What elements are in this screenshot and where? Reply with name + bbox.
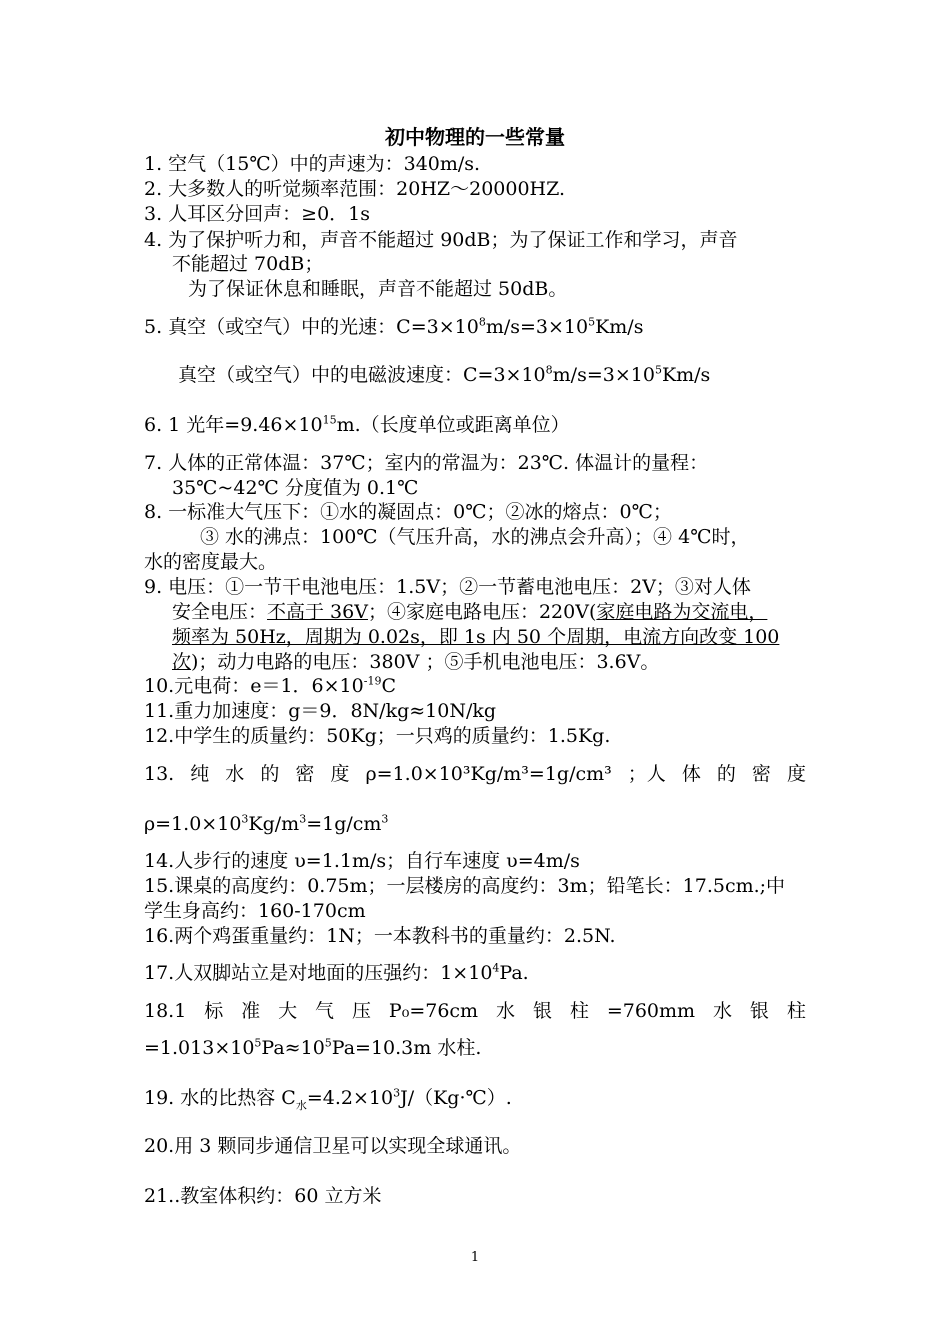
line-4c: 为了保证休息和睡眠，声音不能超过 50dB。	[188, 278, 568, 300]
line-14: 14.人步行的速度 υ=1.1m/s；自行车速度 υ=4m/s	[144, 850, 580, 872]
line-1: 1. 空气（15℃）中的声速为：340m/s.	[144, 153, 481, 175]
line-11: 11.重力加速度：g＝9．8N/kg≈10N/kg	[144, 700, 497, 722]
line-9b: 安全电压：不高于 36V；④家庭电路电压：220V(家庭电路为交流电，	[172, 601, 768, 623]
line-10: 10.元电荷：e＝1．$6\times 10^{-19}C$	[144, 674, 396, 697]
line-21: 21..教室体积约：60 立方米	[144, 1185, 382, 1207]
line-6: 6. 1 光年$=9.46\times 10^{15}m$.（长度单位或距离单位）	[144, 413, 570, 436]
line-9c: 频率为 50Hz，周期为 0.02s，即 1s 内 50 个周期，电流方向改变 100	[172, 626, 780, 648]
line-8c: 水的密度最大。	[144, 551, 278, 573]
line-4b: 不能超过 70dB；	[172, 253, 324, 275]
line-9d: 次)；动力电路的电压：380V ；⑤手机电池电压：3.6V。	[172, 651, 660, 673]
line-12: 12.中学生的质量约：50Kg；一只鸡的质量约：1.5Kg.	[144, 725, 611, 747]
line-3: 3. 人耳区分回声：≥0．1s	[144, 203, 371, 225]
line-18a: 18.1 标 准 大 气 压 P₀=76cm 水 银 柱 =760mm 水 银 柱	[144, 1000, 806, 1022]
line-7a: 7. 人体的正常体温：37℃；室内的常温为：23℃. 体温计的量程：	[144, 452, 709, 474]
page-number: 1	[470, 1250, 480, 1265]
line-9a: 9. 电压：①一节干电池电压：1.5V；②一节蓄电池电压：2V；③对人体	[144, 576, 751, 598]
line-4a: 4. 为了保护听力和，声音不能超过 90dB；为了保证工作和学习，声音	[144, 229, 738, 251]
line-13b: $\rho=1.0\times 10^3Kg/m^3=1g/cm^3$	[144, 812, 389, 835]
line-7b: 35℃~42℃ 分度值为 0.1℃	[172, 477, 419, 499]
line-19: 19. 水的比热容 $C_水=4.2\times 10^3J/(Kg\cdot℃)$.	[144, 1086, 512, 1112]
line-8a: 8. 一标准大气压下：①水的凝固点：0℃；②冰的熔点：0℃；	[144, 501, 672, 523]
line-5b: 真空（或空气）中的电磁波速度：$C=3\times 10^8m/s=3\times 10^5Km/s$	[178, 363, 711, 386]
page-title: 初中物理的一些常量	[385, 125, 565, 149]
line-5a: 5. 真空（或空气）中的光速：$C=3\times 10^8m/s=3\times 10^5Km/s$	[144, 315, 644, 338]
line-15a: 15.课桌的高度约：0.75m；一层楼房的高度约：3m；铅笔长：17.5cm.;中	[144, 875, 786, 897]
line-2: 2. 大多数人的听觉频率范围：20HZ～20000HZ.	[144, 178, 566, 200]
line-18b: $=1.013\times 10^5Pa\approx 10^5Pa=10.3m$ 水柱.	[144, 1036, 482, 1059]
line-20: 20.用 3 颗同步通信卫星可以实现全球通讯。	[144, 1135, 522, 1157]
line-17: 17.人双脚站立是对地面的压强约：$1\times 10^4Pa$.	[144, 961, 529, 984]
line-8b: ③ 水的沸点：100℃（气压升高，水的沸点会升高）；④ 4℃时，	[200, 526, 750, 548]
line-16: 16.两个鸡蛋重量约：1N；一本教科书的重量约：2.5N.	[144, 925, 616, 947]
line-15b: 学生身高约：160-170cm	[144, 900, 366, 922]
line-13a: 13. 纯 水 的 密 度 ρ=1.0×10³Kg/m³=1g/cm³ ；人 体 的 密 度	[144, 763, 806, 785]
